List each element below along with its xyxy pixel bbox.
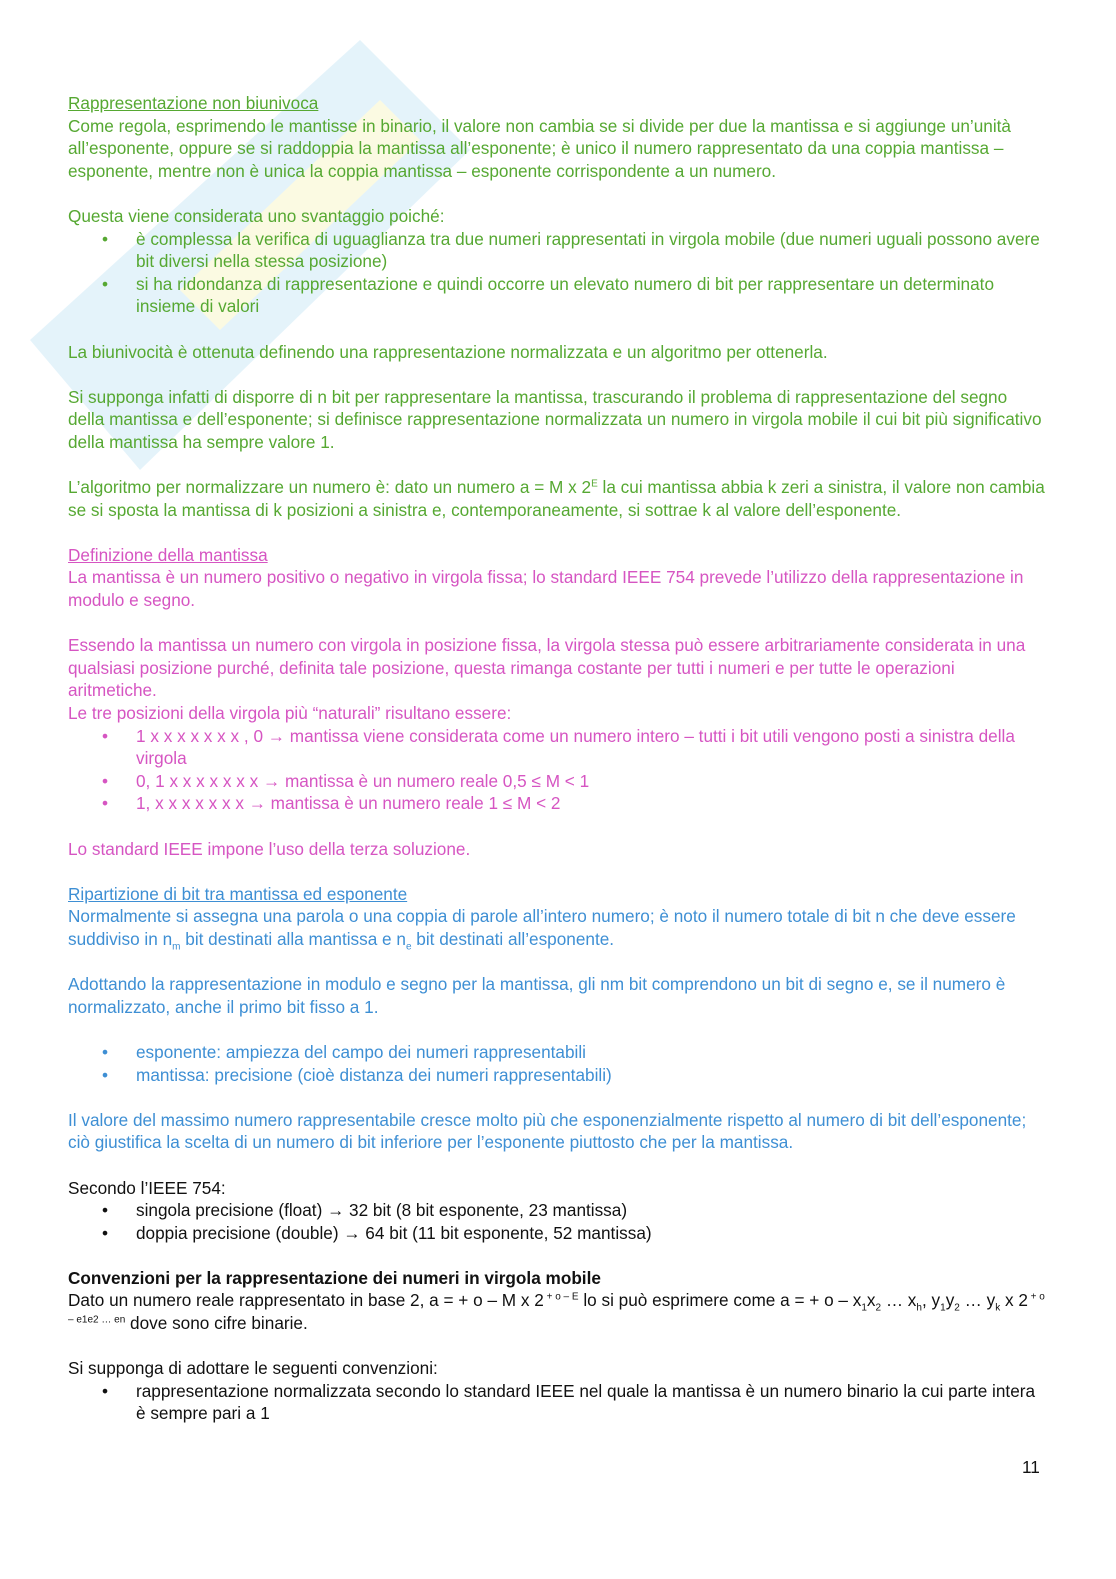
text: y [945, 1290, 955, 1311]
section-heading-mantissa: Definizione della mantissa [68, 544, 268, 565]
text: x 2 [1000, 1290, 1028, 1311]
paragraph: Come regola, esprimendo le mantisse in binario, il valore non cambia se si divide per due la mantissa e si aggiunge un’unità all’esponente, oppure se si raddoppia la mantissa all’esponente; è unico il numero rappresentato da una coppia mantissa – esponente, mentre non è unica la coppia mantissa – esponente corrispondente a un numero. [68, 115, 1011, 181]
page-number: 11 [1022, 1457, 1040, 1477]
list-item: • singola precisione (float) → 32 bit (8 bit esponente, 23 mantissa) [68, 1199, 1048, 1222]
paragraph: Lo standard IEEE impone l’uso della terza soluzione. [68, 838, 471, 859]
subscript: m [172, 941, 181, 953]
text: , y [921, 1290, 941, 1311]
paragraph: Adottando la rappresentazione in modulo e segno per la mantissa, gli nm bit comprendono un bit di segno e, se il numero è normalizzato, anche il primo bit fisso a 1. [68, 974, 1006, 1017]
formula-paragraph [68, 1289, 1048, 1334]
subscript: 1 [861, 1302, 867, 1314]
text: bit destinati all’esponente. [411, 928, 615, 949]
paragraph: Si supponga infatti di disporre di n bit per rappresentare la mantissa, trascurando il problema di rappresentazione del segno della mantissa e dell’esponente; si definisce rappresentazione normalizzata un numero in virgola mobile il cui bit più significativo della mantissa ha sempre valore 1. [68, 386, 1042, 452]
list-item: • rappresentazione normalizzata secondo lo standard IEEE nel quale la mantissa è un numero binario la cui parte intera è sempre pari a 1 [68, 1380, 1048, 1425]
subscript: 1 [940, 1302, 946, 1314]
document-page [68, 92, 1048, 1425]
superscript: + o – e1e2 … en [68, 1291, 1045, 1326]
superscript: + o – E [543, 1291, 579, 1303]
paragraph: La biunivocità è ottenuta definendo una rappresentazione normalizzata e un algoritmo per ottenerla. [68, 341, 828, 362]
bullet-list [68, 1199, 1048, 1244]
paragraph [68, 476, 1048, 521]
subscript: 2 [954, 1302, 960, 1314]
section-heading-ripartizione: Ripartizione di bit tra mantissa ed esponente [68, 883, 408, 904]
superscript: E [591, 478, 598, 490]
text: bit destinati alla mantissa e n [180, 928, 406, 949]
text: Normalmente si assegna una parola o una coppia di parole all’intero numero; è noto il numero totale di bit n che deve essere suddiviso in n [68, 906, 1016, 949]
list-item: • si ha ridondanza di rappresentazione e quindi occorre un elevato numero di bit per rappresentare un determinato insieme di valori [68, 273, 1048, 318]
subscript: 2 [875, 1302, 882, 1314]
list-item: • 1, x x x x x x x → mantissa è un numero reale 1 ≤ M < 2 [68, 792, 1048, 815]
list-item: • doppia precisione (double) → 64 bit (11 bit esponente, 52 mantissa) [68, 1222, 1048, 1245]
bullet-list [68, 1380, 1048, 1425]
list-item: • è complessa la verifica di uguaglianza tra due numeri rappresentati in virgola mobile (due numeri uguali possono avere bit diversi nella stessa posizione) [68, 228, 1048, 273]
list-item: • esponente: ampiezza del campo dei numeri rappresentabili [68, 1041, 1048, 1064]
text: … y [959, 1290, 996, 1311]
paragraph: La mantissa è un numero positivo o negativo in virgola fissa; lo standard IEEE 754 prevede l’utilizzo della rappresentazione in modulo e segno. [68, 567, 1024, 611]
bullet-list [68, 1041, 1048, 1086]
subscript: h [916, 1302, 922, 1314]
paragraph: Secondo l’IEEE 754: [68, 1177, 226, 1198]
paragraph: Essendo la mantissa un numero con virgola in posizione fissa, la virgola stessa può essere arbitrariamente considerata in una qualsiasi posizione purché, definita tale posizione, questa rimanga costante per tutti i numeri e per tutte le operazioni aritmetiche. [68, 635, 1026, 701]
bullet-list [68, 228, 1048, 318]
text: lo si può esprimere come a = + o – x [578, 1290, 862, 1311]
subscript: k [995, 1302, 1001, 1314]
paragraph: Il valore del massimo numero rappresentabile cresce molto più che esponenzialmente rispetto al numero di bit dell’esponente; ciò giustifica la scelta di un numero di bit inferiore per l’esponente piuttosto che per la mantissa. [68, 1109, 1027, 1153]
paragraph: Le tre posizioni della virgola più “naturali” risultano essere: [68, 703, 512, 724]
text: x [866, 1290, 876, 1311]
paragraph: Si supponga di adottare le seguenti convenzioni: [68, 1358, 438, 1379]
paragraph: Questa viene considerata uno svantaggio poiché: [68, 205, 445, 226]
section-heading-non-biunivoca: Rappresentazione non biunivoca [68, 93, 319, 113]
text: … x [881, 1290, 917, 1311]
section-heading-convenzioni: Convenzioni per la rappresentazione dei numeri in virgola mobile [68, 1267, 601, 1288]
subscript: e [405, 941, 412, 953]
text: dove sono cifre binarie. [125, 1313, 308, 1334]
text: Dato un numero reale rappresentato in base 2, a = + o – M x 2 [68, 1290, 544, 1311]
bullet-list [68, 725, 1048, 815]
paragraph [68, 905, 1048, 953]
list-item: • 1 x x x x x x x , 0 → mantissa viene considerata come un numero intero – tutti i bit utili vengono posti a sinistra della virgola [68, 725, 1048, 770]
text: la cui mantissa abbia k zeri a sinistra, il valore non cambia se si sposta la mantissa di k posizioni a sinistra e, contemporaneamente, si sottrae k al valore dell’esponente. [68, 477, 1045, 520]
list-item: • 0, 1 x x x x x x x → mantissa è un numero reale 0,5 ≤ M < 1 [68, 770, 1048, 793]
text: L’algoritmo per normalizzare un numero è: dato un numero a = M x 2 [68, 477, 592, 498]
list-item: • mantissa: precisione (cioè distanza dei numeri rappresentabili) [68, 1064, 1048, 1087]
